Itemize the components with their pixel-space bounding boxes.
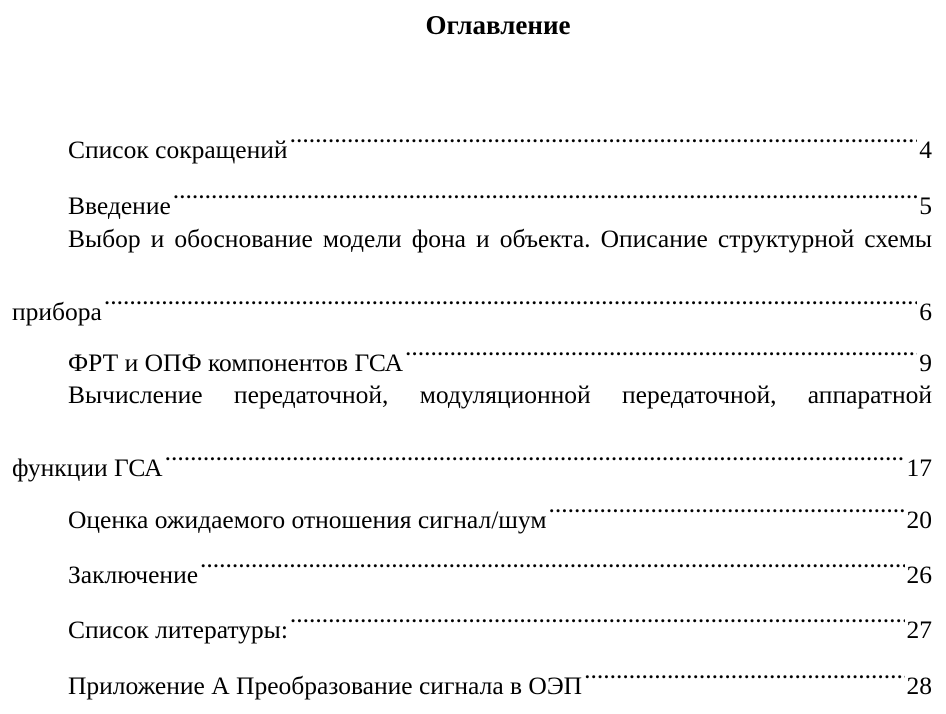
toc-entry[interactable] (12, 315, 932, 377)
toc-entry-text: Приложение А Преобразование сигнала в ОЭП (68, 671, 583, 700)
toc-entry[interactable] (12, 102, 932, 164)
dot-leader (165, 420, 905, 476)
toc-entry-page: 27 (906, 615, 932, 644)
dot-leader (548, 472, 904, 528)
toc-entry[interactable] (12, 370, 932, 482)
dot-leader (104, 264, 917, 320)
toc-entry-text: Список сокращений (68, 135, 288, 164)
toc-entry-page: 28 (906, 671, 932, 700)
toc-entry-page: 9 (919, 348, 932, 377)
toc-entry-text: Заключение (68, 560, 199, 589)
toc-entry-page: 4 (919, 135, 932, 164)
toc-entry-page: 5 (919, 191, 932, 220)
toc-entry[interactable] (12, 638, 932, 700)
dot-leader (584, 638, 904, 694)
toc-entry-page: 6 (919, 297, 932, 326)
dot-leader (405, 315, 917, 371)
toc-entry[interactable] (12, 472, 932, 534)
toc-entry-text-line1: Вычисление передаточной, модуляционной передаточной, аппаратной (68, 380, 932, 409)
toc-entry[interactable] (12, 582, 932, 644)
toc-entry-text: Список литературы: (68, 615, 288, 644)
toc-entry-text: Оценка ожидаемого отношения сигнал/шум (68, 505, 547, 534)
toc-entry-text-line2: функции ГСА (12, 453, 163, 482)
toc-entry[interactable] (12, 158, 932, 220)
toc-title: Оглавление (425, 10, 571, 40)
toc-entry-text: Введение (68, 191, 171, 220)
toc-entry-page: 26 (906, 560, 932, 589)
toc-entry[interactable] (12, 214, 932, 326)
dot-leader (200, 527, 904, 583)
toc-entry-page: 17 (906, 453, 932, 482)
toc-entry-page: 20 (906, 505, 932, 534)
toc-entry[interactable] (12, 527, 932, 589)
dot-leader (290, 582, 905, 638)
toc-entry-text-line1: Выбор и обоснование модели фона и объекта. Описание структурной схемы (68, 224, 932, 253)
dot-leader (290, 102, 918, 158)
toc-entry-text-line2: прибора (12, 297, 102, 326)
dot-leader (173, 158, 917, 214)
toc-entry-text: ФРТ и ОПФ компонентов ГСА (68, 348, 403, 377)
